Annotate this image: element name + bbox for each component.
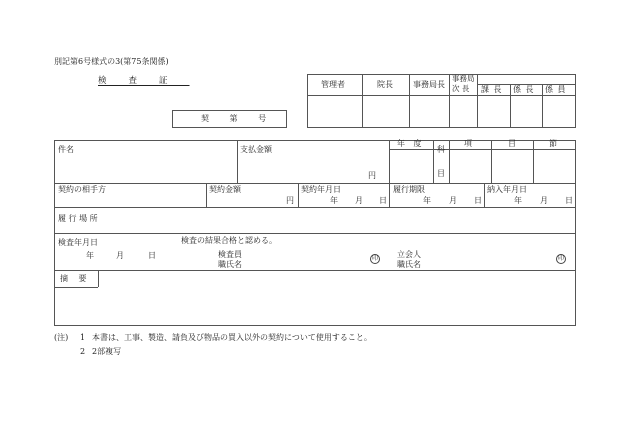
contract-amount-label: 契約金額 bbox=[209, 185, 241, 194]
witness-name-label: 職氏名 bbox=[397, 260, 421, 269]
summary-label: 摘 要 bbox=[60, 274, 87, 283]
inspection-day: 日 bbox=[148, 251, 156, 260]
note-2-number: 2 bbox=[80, 347, 86, 356]
inspection-month: 月 bbox=[116, 251, 124, 260]
inspection-year: 年 bbox=[86, 251, 94, 260]
deadline-month: 月 bbox=[449, 196, 457, 205]
form-reference: 別記第6号様式の3(第75条関係) bbox=[54, 57, 169, 66]
deadline-year: 年 bbox=[423, 196, 431, 205]
contract-date-year: 年 bbox=[330, 196, 338, 205]
approver-jimukyoku-label: 事務局 bbox=[452, 74, 475, 83]
budget-moku-label: 目 bbox=[437, 169, 445, 178]
fiscal-year-label: 年 度 bbox=[397, 139, 422, 148]
witness-seal-icon: 印 bbox=[557, 255, 564, 262]
inspection-result-text: 検査の結果合格と認める。 bbox=[181, 236, 277, 245]
note-1-number: 1 bbox=[80, 333, 86, 342]
budget-setsu-label: 節 bbox=[549, 139, 557, 148]
contract-date-day: 日 bbox=[379, 196, 387, 205]
document-title: 検査証 bbox=[98, 76, 190, 86]
approver-jimukyokucho: 事務局長 bbox=[413, 80, 445, 89]
approver-kacho: 課 長 bbox=[481, 85, 503, 94]
inspection-date-label: 検査年月日 bbox=[58, 238, 98, 247]
delivery-year: 年 bbox=[514, 196, 522, 205]
payment-yen-unit: 円 bbox=[368, 171, 376, 180]
budget-moku2-label: 目 bbox=[508, 139, 516, 148]
approver-kanrisha: 管理者 bbox=[321, 80, 345, 89]
note-2-text: 2部複写 bbox=[92, 347, 122, 356]
note-label: (注) bbox=[54, 333, 69, 342]
contract-amount-yen: 円 bbox=[286, 196, 294, 205]
approver-incho: 院長 bbox=[377, 80, 393, 89]
approver-jicho-label: 次 長 bbox=[452, 84, 470, 93]
budget-kou-label: 項 bbox=[464, 139, 472, 148]
place-label: 履 行 場 所 bbox=[58, 214, 98, 223]
inspector-seal-icon: 印 bbox=[371, 255, 378, 262]
delivery-month: 月 bbox=[540, 196, 548, 205]
delivery-date-label: 納入年月日 bbox=[487, 185, 527, 194]
note-1-text: 本書は、工事、製造、請負及び物品の買入以外の契約について使用すること。 bbox=[92, 333, 372, 342]
contract-date-month: 月 bbox=[355, 196, 363, 205]
delivery-day: 日 bbox=[565, 196, 573, 205]
approver-kakariin: 係 員 bbox=[545, 85, 567, 94]
inspector-label: 検査員 bbox=[218, 250, 242, 259]
item-name-label: 件名 bbox=[58, 145, 74, 154]
counterparty-label: 契約の相手方 bbox=[58, 185, 106, 194]
witness-label: 立会人 bbox=[397, 250, 421, 259]
payment-amount-label: 支払金額 bbox=[240, 145, 272, 154]
inspector-name-label: 職氏名 bbox=[218, 260, 242, 269]
approver-kakaricho: 係 長 bbox=[513, 85, 535, 94]
contract-date-label: 契約年月日 bbox=[301, 185, 341, 194]
budget-ka-label: 科 bbox=[437, 145, 445, 154]
performance-deadline-label: 履行期限 bbox=[393, 185, 425, 194]
deadline-day: 日 bbox=[474, 196, 482, 205]
contract-number-box bbox=[172, 110, 287, 128]
contract-number-label: 契 第 号 bbox=[201, 114, 267, 123]
